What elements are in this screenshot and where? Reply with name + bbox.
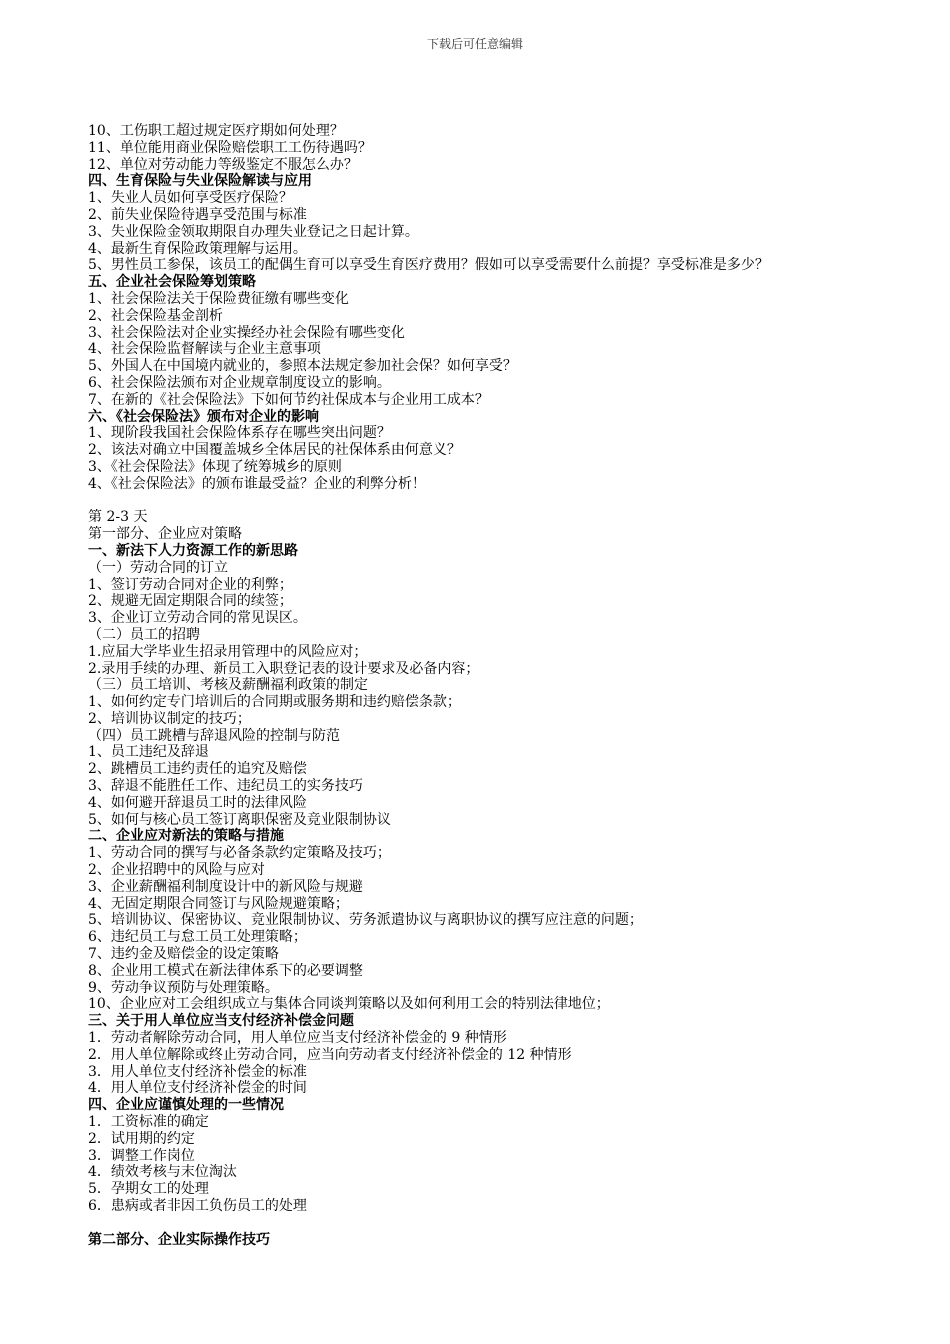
- section-heading: 二、企业应对新法的策略与措施: [88, 828, 284, 845]
- page-header: 下载后可任意编辑: [426, 37, 523, 51]
- list-item: 12、单位对劳动能力等级鉴定不服怎么办？: [88, 156, 358, 173]
- section-heading: 四、企业应谨慎处理的一些情况: [88, 1097, 284, 1114]
- list-item: 4、《社会保险法》的颁布谁最受益？企业的利弊分析！: [88, 475, 426, 492]
- list-item: 3、《社会保险法》体现了统筹城乡的原则: [88, 458, 342, 475]
- list-item: 1、签订劳动合同对企业的利弊；: [88, 576, 293, 593]
- list-item: 3．调整工作岗位: [88, 1147, 195, 1164]
- list-item: 6、社会保险法颁布对企业规章制度设立的影响。: [88, 374, 391, 391]
- list-item: 7、违约金及赔偿金的设定策略: [88, 946, 279, 963]
- list-item: 10、企业应对工会组织成立与集体合同谈判策略以及如何利用工会的特别法律地位；: [88, 996, 610, 1013]
- section-heading: 四、生育保险与失业保险解读与应用: [88, 173, 312, 190]
- document-body: [88, 123, 878, 1248]
- list-item: 4、无固定期限合同签订与风险规避策略；: [88, 895, 349, 912]
- section-heading: 一、新法下人力资源工作的新思路: [88, 542, 298, 559]
- list-item: 3、企业订立劳动合同的常见误区。: [88, 610, 307, 627]
- list-item: 2.录用手续的办理、新员工入职登记表的设计要求及必备内容；: [88, 660, 480, 677]
- list-item: 5．孕期女工的处理: [88, 1181, 209, 1198]
- list-item: 5、培训协议、保密协议、竞业限制协议、劳务派遣协议与离职协议的撰写应注意的问题；: [88, 912, 643, 929]
- list-item: 2、该法对确立中国覆盖城乡全体居民的社保体系由何意义？: [88, 442, 461, 459]
- list-item: 2、规避无固定期限合同的续签；: [88, 593, 293, 610]
- list-item: 2、社会保险基金剖析: [88, 307, 223, 324]
- blank-line: [88, 493, 878, 510]
- list-item: 1．劳动者解除劳动合同，用人单位应当支付经济补偿金的 9 种情形: [88, 1030, 507, 1047]
- list-item: 5、外国人在中国境内就业的，参照本法规定参加社会保？如何享受？: [88, 358, 517, 375]
- list-item: 3．用人单位支付经济补偿金的标准: [88, 1063, 307, 1080]
- list-item: 5、男性员工参保，该员工的配偶生育可以享受生育医疗费用？假如可以享受需要什么前提？享受标准是多少？: [88, 257, 769, 274]
- section-heading: 第二部分、企业实际操作技巧: [88, 1231, 270, 1248]
- list-item: 3、辞退不能胜任工作、违纪员工的实务技巧: [88, 778, 363, 795]
- list-item: 2．用人单位解除或终止劳动合同，应当向劳动者支付经济补偿金的 12 种情形: [88, 1046, 572, 1063]
- list-item: 1.应届大学毕业生招录用管理中的风险应对；: [88, 643, 368, 660]
- list-item: 4、最新生育保险政策理解与运用。: [88, 240, 307, 257]
- blank-line: [88, 1215, 878, 1232]
- list-item: 9、劳动争议预防与处理策略。: [88, 979, 279, 996]
- list-item: 2．试用期的约定: [88, 1130, 195, 1147]
- list-item: 11、单位能用商业保险赔偿职工工伤待遇吗？: [88, 139, 372, 156]
- list-item: 1、如何约定专门培训后的合同期或服务期和违约赔偿条款；: [88, 694, 461, 711]
- list-item: 4、社会保险监督解读与企业主意事项: [88, 341, 321, 358]
- list-item: 6．患病或者非因工负伤员工的处理: [88, 1198, 307, 1214]
- list-item: 2、培训协议制定的技巧；: [88, 710, 251, 727]
- list-item: 1、失业人员如何享受医疗保险？: [88, 190, 293, 207]
- list-item: 1、社会保险法关于保险费征缴有哪些变化: [88, 290, 349, 307]
- list-item: 3、企业薪酬福利制度设计中的新风险与规避: [88, 878, 363, 895]
- list-item: 第一部分、企业应对策略: [88, 526, 242, 543]
- list-item: 7、在新的《社会保险法》下如何节约社保成本与企业用工成本？: [88, 391, 489, 408]
- list-item: 1、员工违纪及辞退: [88, 744, 209, 761]
- list-item: （四）员工跳槽与辞退风险的控制与防范: [88, 727, 340, 744]
- list-item: （二）员工的招聘: [88, 626, 200, 643]
- section-heading: 六、《社会保险法》颁布对企业的影响: [88, 408, 319, 425]
- list-item: 5、如何与核心员工签订离职保密及竞业限制协议: [88, 811, 391, 828]
- list-item: 2、前失业保险待遇享受范围与标准: [88, 206, 307, 223]
- list-item: 2、企业招聘中的风险与应对: [88, 862, 265, 879]
- list-item: （一）劳动合同的订立: [88, 559, 228, 576]
- section-heading: 五、企业社会保险筹划策略: [88, 274, 256, 291]
- list-item: 1．工资标准的确定: [88, 1114, 209, 1131]
- list-item: 3、失业保险金领取期限自办理失业登记之日起计算。: [88, 223, 419, 240]
- list-item: 1、劳动合同的撰写与必备条款约定策略及技巧；: [88, 845, 391, 862]
- list-item: （三）员工培训、考核及薪酬福利政策的制定: [88, 677, 368, 694]
- list-item: 10、工伤职工超过规定医疗期如何处理？: [88, 123, 344, 139]
- list-item: 第 2-3 天: [88, 509, 148, 526]
- list-item: 8、企业用工模式在新法律体系下的必要调整: [88, 962, 363, 979]
- list-item: 4．用人单位支付经济补偿金的时间: [88, 1080, 307, 1097]
- list-item: 2、跳槽员工违约责任的追究及赔偿: [88, 761, 307, 778]
- list-item: 4．绩效考核与末位淘汰: [88, 1164, 237, 1181]
- list-item: 1、现阶段我国社会保险体系存在哪些突出问题？: [88, 425, 391, 442]
- list-item: 4、如何避开辞退员工时的法律风险: [88, 794, 307, 811]
- list-item: 3、社会保险法对企业实操经办社会保险有哪些变化: [88, 324, 405, 341]
- list-item: 6、违纪员工与怠工员工处理策略；: [88, 929, 307, 946]
- section-heading: 三、关于用人单位应当支付经济补偿金问题: [88, 1013, 354, 1030]
